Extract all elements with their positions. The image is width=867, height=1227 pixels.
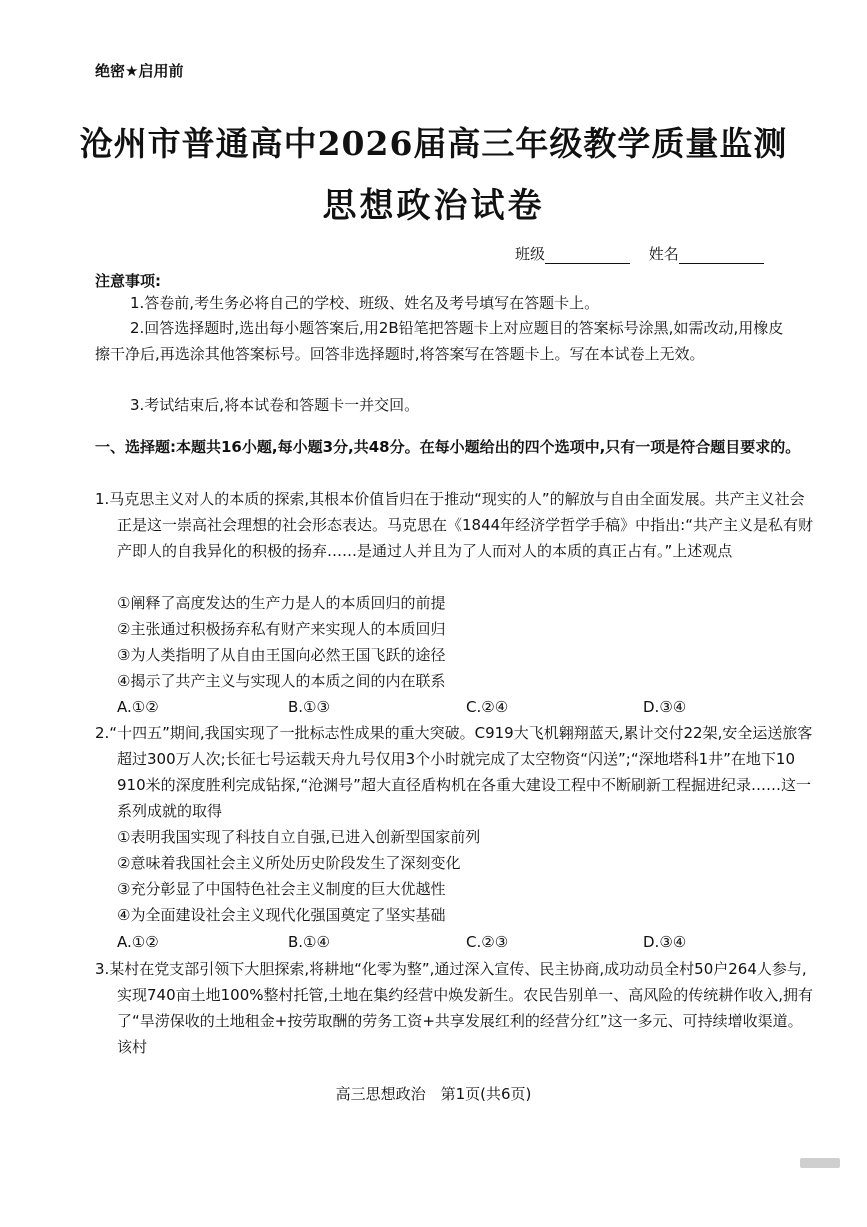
choice-c: C.②③ [466,933,509,951]
question-option: ②意味着我国社会主义所处历史阶段发生了深刻变化 [117,854,461,872]
question-stem: 2.“十四五”期间,我国实现了一批标志性成果的重大突破。C919大飞机翱翔蓝天,累计交付22架,安全运送旅客超过300万人次;长征七号运载天舟九号仅用3个小时就完成了太空物资“闪送”;“深地塔科1井”在地下10 910米的深度胜利完成钻探,“沧渊号”超大直径盾构机在各重大建设工程中不断刷新工程掘进纪录……这一系列成就的取得 [95,724,813,820]
choice-c: C.②④ [466,698,509,716]
question-option: ③充分彰显了中国特色社会主义制度的巨大优越性 [117,880,446,898]
name-label: 姓名 [648,245,679,263]
choice-d: D.③④ [643,933,687,951]
choice-a: A.①② [117,933,159,951]
choice-d: D.③④ [643,698,687,716]
watermark-logo [800,1158,840,1168]
student-info-line [515,243,764,264]
question-option: ④为全面建设社会主义现代化强国奠定了坚实基础 [117,906,446,924]
question-option: ④揭示了共产主义与实现人的本质之间的内在联系 [117,672,446,690]
choice-a: A.①② [117,698,159,716]
class-label: 班级 [515,245,546,263]
choice-b: B.①④ [288,933,330,951]
secret-label: 绝密★启用前 [95,62,184,80]
notes-heading: 注意事项: [95,272,161,290]
question-option: ①阐释了高度发达的生产力是人的本质回归的前提 [117,594,446,612]
question-stem: 1.马克思主义对人的本质的探索,其根本价值旨归在于推动“现实的人”的解放与自由全面发展。共产主义社会正是这一崇高社会理想的社会形态表达。马克思在《1844年经济学哲学手稿》中指出:“共产主义是私有财产即人的自我异化的积极的扬弃……是通过人并且为了人而对人的本质的真正占有。”上述观点 [95,490,814,560]
note-item: 3.考试结束后,将本试卷和答题卡一并交回。 [130,396,420,414]
note-item: 2.回答选择题时,选出每小题答案后,用2B铅笔把答题卡上对应题目的答案标号涂黑,如需改动,用橡皮擦干净后,再选涂其他答案标号。回答非选择题时,将答案写在答题卡上。写在本试卷上无效。 [95,319,784,363]
class-blank[interactable] [545,249,630,264]
question-option: ①表明我国实现了科技自立自强,已进入创新型国家前列 [117,828,481,846]
question-option: ③为人类指明了从自由王国向必然王国飞跃的途径 [117,646,446,664]
note-item: 1.答卷前,考生务必将自己的学校、班级、姓名及考号填写在答题卡上。 [130,294,600,312]
page-footer: 高三思想政治 第1页(共6页) [335,1085,532,1103]
choice-b: B.①③ [288,698,330,716]
section-heading: 一、选择题:本题共16小题,每小题3分,共48分。在每小题给出的四个选项中,只有一项是符合题目要求的。 [95,438,801,456]
exam-title: 沧州市普通高中2026届高三年级教学质量监测 [79,124,788,163]
question-option: ②主张通过积极扬弃私有财产来实现人的本质回归 [117,620,446,638]
name-blank[interactable] [679,249,764,264]
subject-title: 思想政治试卷 [322,186,545,226]
question-stem: 3.某村在党支部引领下大胆探索,将耕地“化零为整”,通过深入宣传、民主协商,成功动员全村50户264人参与,实现740亩土地100%整村托管,土地在集约经营中焕发新生。农民告别单一、高风险的传统耕作收入,拥有了“旱涝保收的土地租金+按劳取酬的劳务工资+共享发展红利的经营分红”这一多元、可持续增收渠道。该村 [95,960,814,1056]
